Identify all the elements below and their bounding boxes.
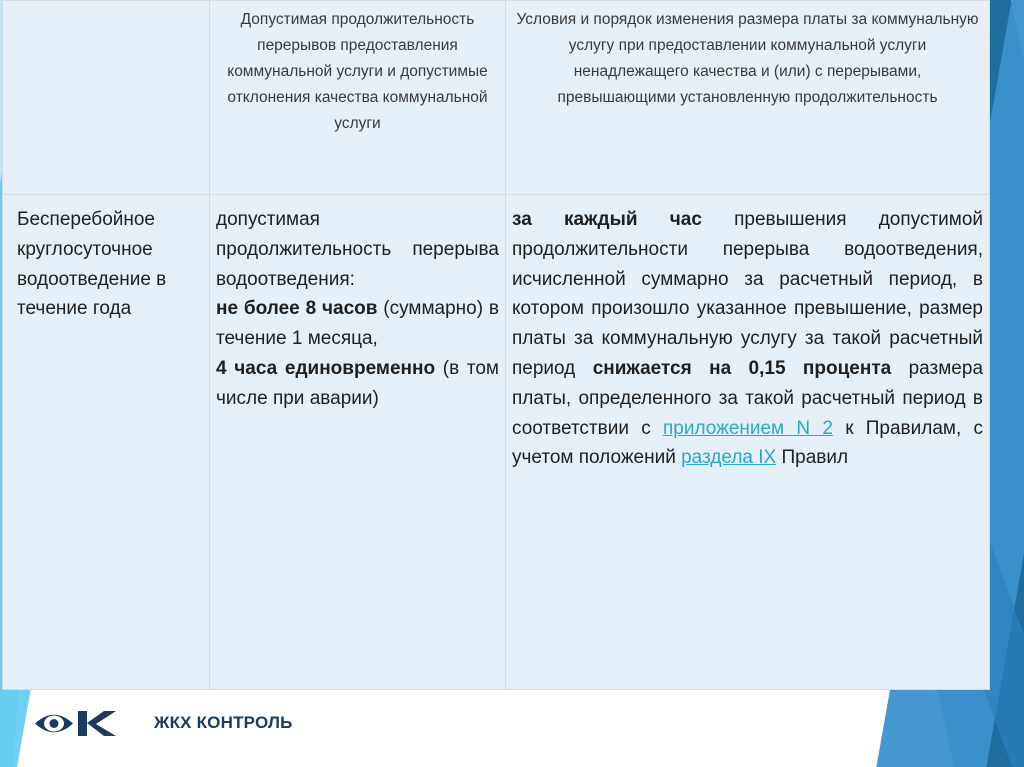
header-cell-duration: Допустимая продолжительность перерывов предоставления коммунальной услуги и допустимые отклонения качества коммунальной услуги bbox=[210, 1, 506, 195]
footer bbox=[0, 690, 1024, 767]
conditions-text-1: превышения допустимой продолжительности перерыва водоотведения, исчисленной суммарно за расчетный период, в котором произошло указанное превышение, размер платы за коммунальную услугу за такой расчетный период bbox=[512, 209, 984, 379]
cell-duration bbox=[210, 195, 506, 690]
zhkh-kontrol-logo: ЖКХ КОНТРОЛЬ bbox=[150, 710, 297, 736]
conditions-per-hour: за каждый час bbox=[512, 209, 702, 230]
header-cell-conditions: Условия и порядок изменения размера платы за коммунальную услугу при предоставлении коммунальной услуги ненадлежащего качества и (или) с перерывами, превышающими установленную продолжительность bbox=[506, 1, 990, 195]
conditions-text-4: Правил bbox=[781, 447, 849, 469]
table-row bbox=[3, 195, 990, 690]
duration-limit-single: 4 часа единовременно bbox=[216, 357, 436, 379]
duration-single-text: (в том числе при аварии) bbox=[216, 357, 499, 409]
appendix-2-link[interactable]: приложением N 2 bbox=[662, 417, 833, 439]
duration-monthly-text: (суммарно) в течение 1 месяца, bbox=[216, 298, 500, 350]
duration-limit-monthly: не более 8 часов bbox=[216, 298, 378, 320]
regulation-table bbox=[2, 0, 990, 690]
conditions-text-3: к Правилам, с учетом положений bbox=[512, 417, 984, 469]
slide-panel bbox=[2, 0, 990, 690]
conditions-reduction: снижается на 0,15 процента bbox=[592, 357, 892, 379]
service-name: Бесперебойное круглосуточное водоотведение в течение года bbox=[17, 209, 167, 320]
conditions-text-2: размера платы, определенного за такой расчетный период в соответствии с bbox=[512, 357, 984, 439]
header-cell-service bbox=[3, 1, 210, 195]
cell-service bbox=[3, 195, 210, 690]
cell-conditions bbox=[506, 195, 990, 690]
section-ix-link[interactable]: раздела IX bbox=[681, 447, 777, 469]
duration-intro: допустимая продолжительность перерыва водоотведения: bbox=[216, 209, 499, 290]
table-header-row bbox=[3, 1, 990, 195]
ok-logo-icon bbox=[32, 708, 119, 739]
